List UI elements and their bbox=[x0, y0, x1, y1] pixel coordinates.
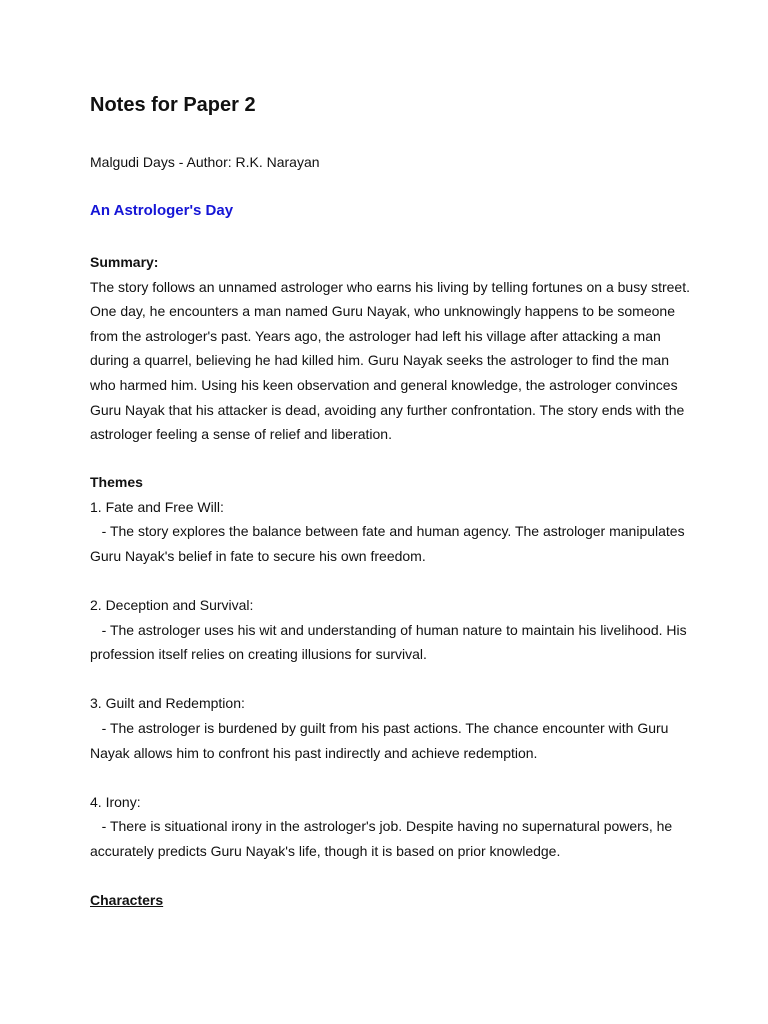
theme-title: 1. Fate and Free Will: bbox=[90, 498, 224, 515]
story-title: An Astrologer's Day bbox=[90, 202, 234, 219]
spacer bbox=[90, 667, 690, 692]
summary-heading: Summary: bbox=[90, 254, 159, 270]
page-title: Notes for Paper 2 bbox=[90, 94, 256, 116]
theme-title: 4. Irony: bbox=[90, 793, 141, 810]
summary-section bbox=[90, 250, 690, 447]
book-author-line: Malgudi Days - Author: R.K. Narayan bbox=[90, 154, 320, 170]
theme-title: 2. Deception and Survival: bbox=[90, 596, 254, 613]
themes-section bbox=[90, 470, 690, 913]
theme-text: - The astrologer uses his wit and understanding of human nature to maintain his livelihood. His profession itself relies on creating illusions for survival. bbox=[90, 621, 691, 663]
characters-heading: Characters bbox=[90, 892, 164, 909]
theme-text: - The astrologer is burdened by guilt from his past actions. The chance encounter with Guru Nayak allows him to confront his past indirectly and achieve redemption. bbox=[90, 719, 673, 761]
summary-text: The story follows an unnamed astrologer who earns his living by telling fortunes on a busy street. One day, he encounters a man named Guru Nayak, who unknowingly happens to be someone from the astrologer's past. Years ago, the astrologer had left his village after attacking a man during a quarrel, believing he had killed him. Guru Nayak seeks the astrologer to find the man who harmed him. Using his keen observation and general knowledge, the astrologer convinces Guru Nayak that his attacker is dead, avoiding any further confrontation. The story ends with the astrologer feeling a sense of relief and liberation. bbox=[90, 278, 690, 443]
themes-heading: Themes bbox=[90, 474, 143, 490]
spacer bbox=[90, 765, 690, 790]
spacer bbox=[90, 568, 690, 593]
theme-title: 3. Guilt and Redemption: bbox=[90, 695, 245, 712]
theme-text: - The story explores the balance between fate and human agency. The astrologer manipulates Guru Nayak's belief in fate to secure his own freedom. bbox=[90, 523, 689, 564]
theme-text: - There is situational irony in the astrologer's job. Despite having no supernatural powers, he accurately predicts Guru Nayak's life, though it is based on prior knowledge. bbox=[90, 818, 677, 859]
spacer bbox=[90, 864, 690, 889]
